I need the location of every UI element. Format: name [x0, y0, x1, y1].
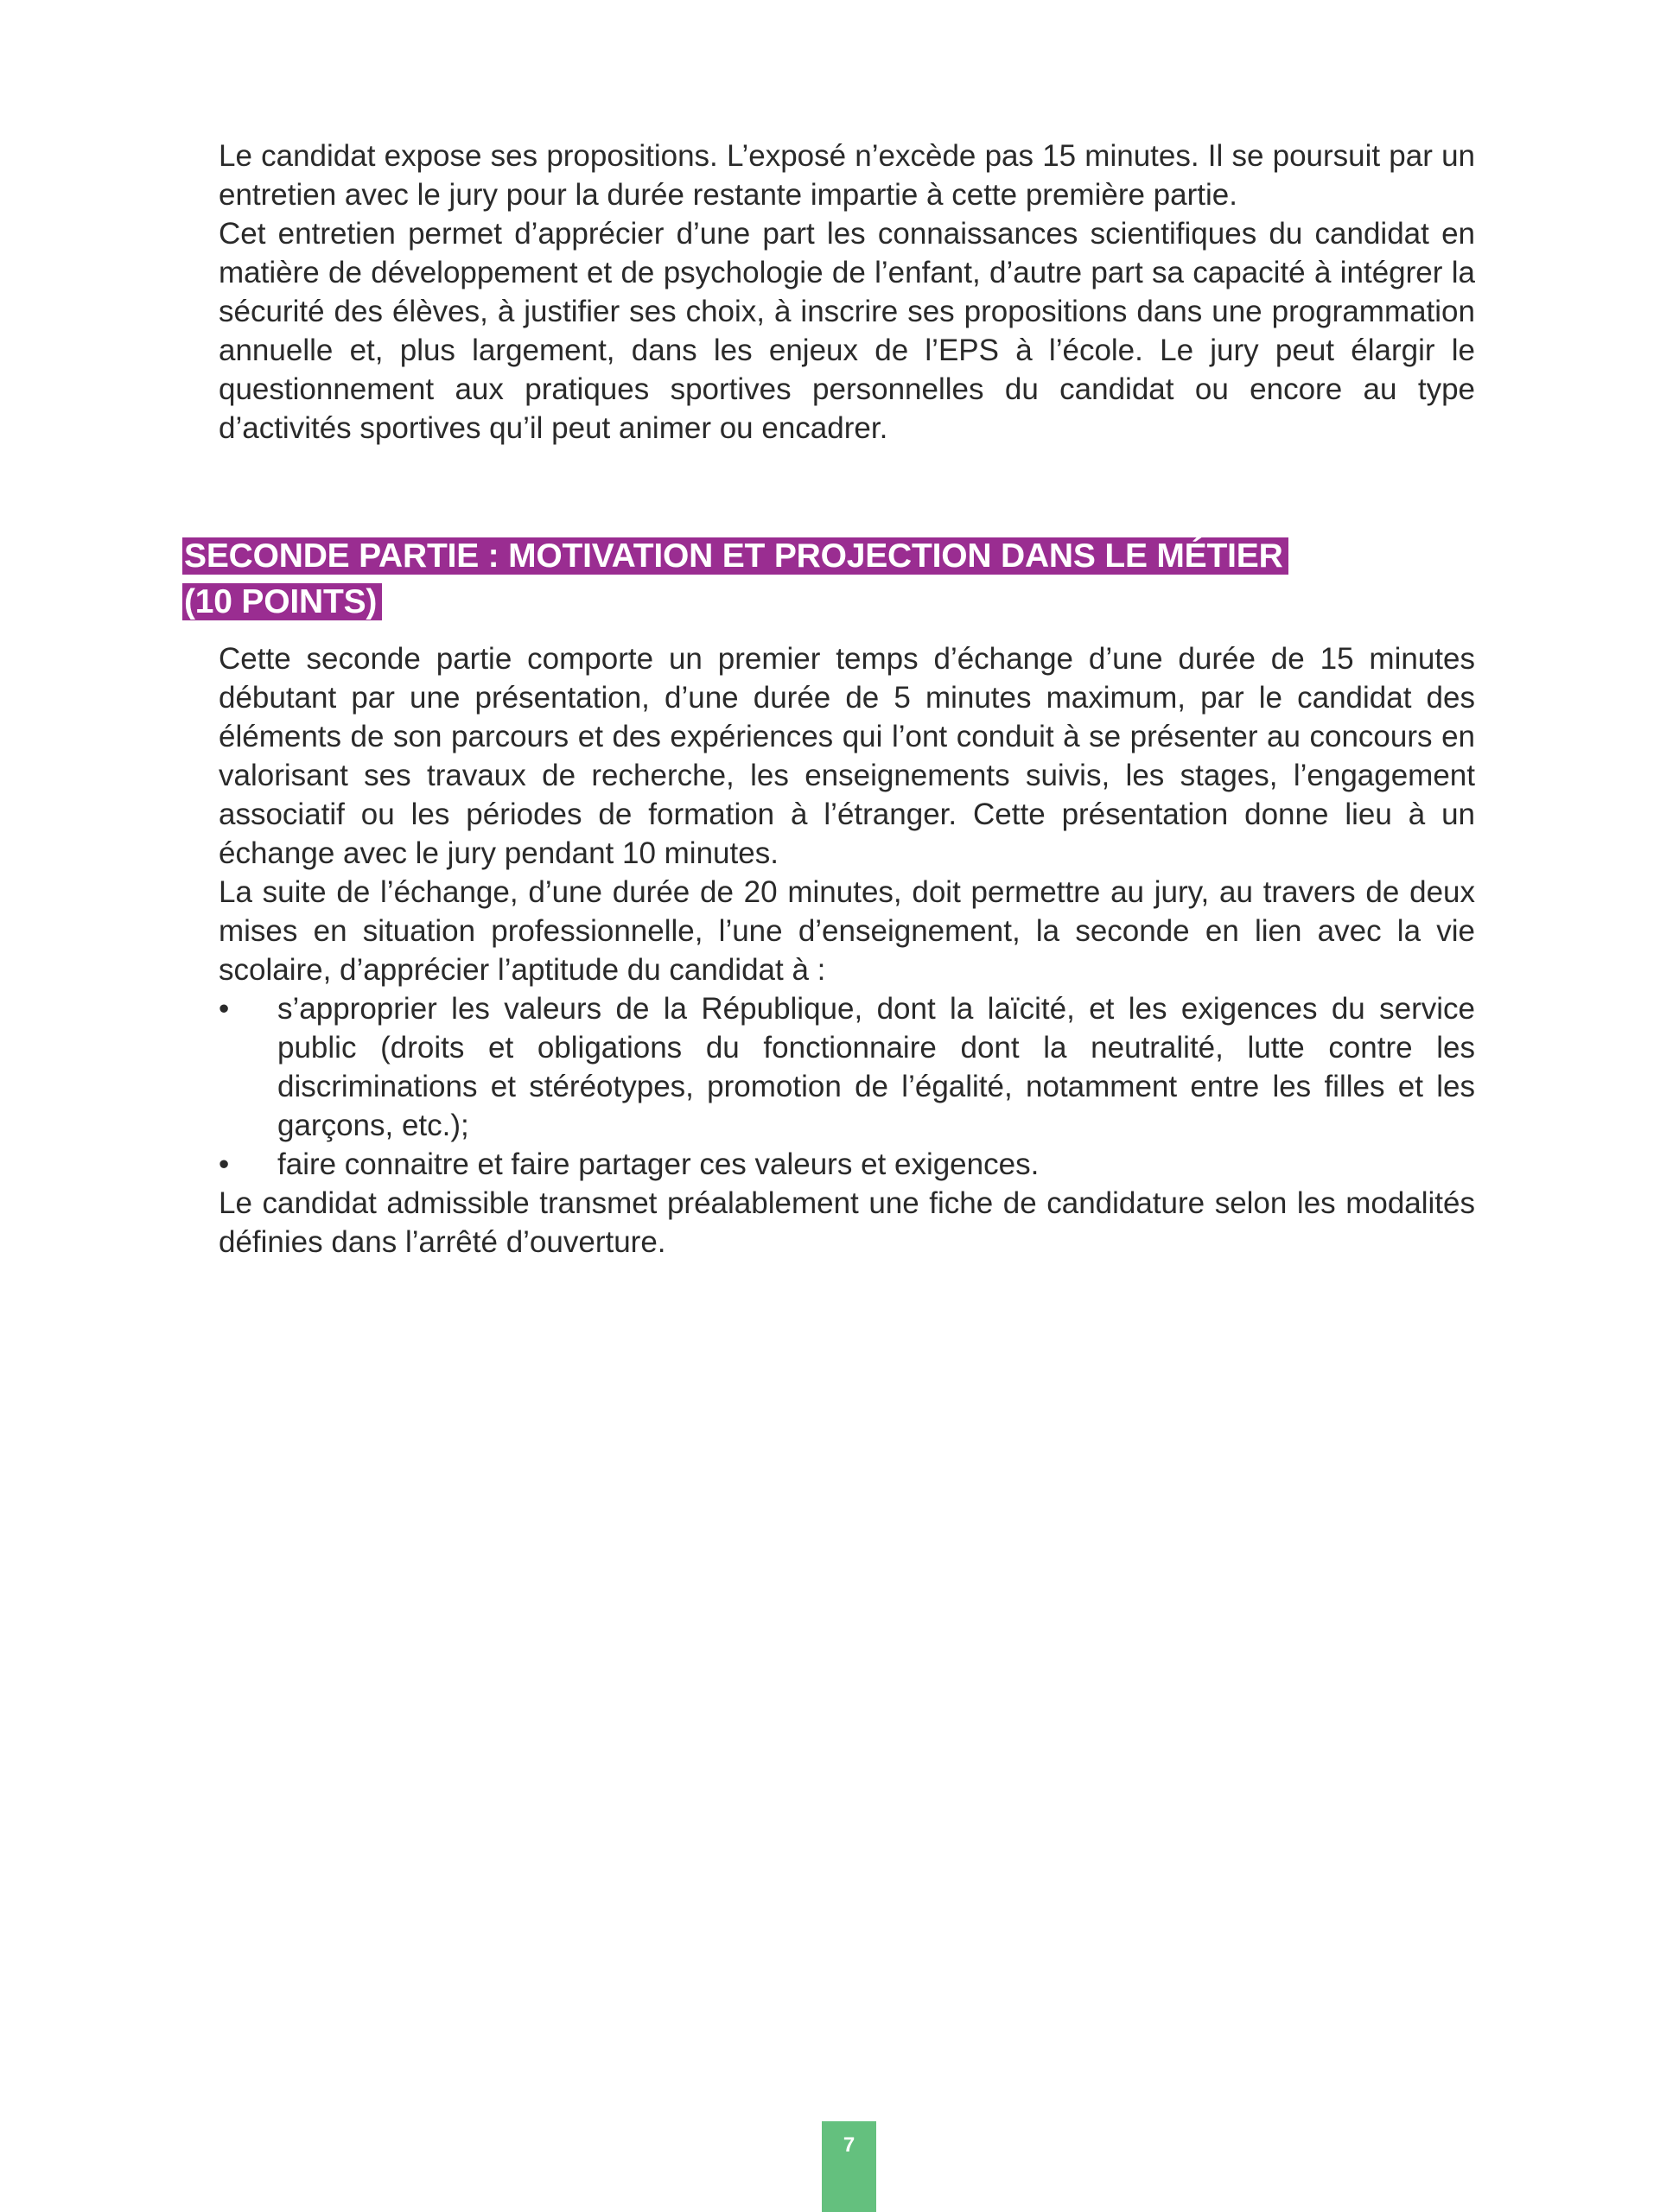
section-heading-line-1: SECONDE PARTIE : MOTIVATION ET PROJECTION DANS LE MÉTIER	[182, 537, 1288, 575]
section-heading	[182, 533, 1479, 625]
bullet-icon: •	[219, 1147, 230, 1181]
list-item	[219, 989, 1475, 1145]
page-number: 7	[843, 2133, 855, 2157]
list-item-text: s’approprier les valeurs de la République, dont la laïcité, et les exigences du service public (droits et obligations du fonctionnaire dont la neutralité, lutte contre les discriminations et stéréotypes, promotion de l’égalité, notamment entre les filles et les garçons, etc.);	[277, 992, 1475, 1142]
page-number-tab	[822, 2121, 876, 2212]
section-heading-line-2: (10 POINTS)	[182, 583, 382, 620]
section-two-body	[219, 639, 1475, 1262]
paragraph-expose: Le candidat expose ses propositions. L’exposé n’excède pas 15 minutes. Il se poursuit par un entretien avec le jury pour la durée restante impartie à cette première partie.	[219, 139, 1475, 212]
aptitude-list	[219, 989, 1475, 1184]
paragraph-premier-temps: Cette seconde partie comporte un premier temps d’échange d’une durée de 15 minutes débutant par une présentation, d’une durée de 5 minutes maximum, par le candidat des éléments de son parcours et des expériences qui l’ont conduit à se présenter au concours en valorisant ses travaux de recherche, les enseignements suivis, les stages, l’engagement associatif ou les périodes de formation à l’étranger. Cette présentation donne lieu à un échange avec le jury pendant 10 minutes.	[219, 642, 1475, 870]
list-item	[219, 1145, 1475, 1184]
bullet-icon: •	[219, 992, 230, 1026]
paragraph-entretien: Cet entretien permet d’apprécier d’une part les connaissances scientifiques du candidat en matière de développement et de psychologie de l’enfant, d’autre part sa capacité à intégrer la sécurité des élèves, à justifier ses choix, à inscrire ses propositions dans une programmation annuelle et, plus largement, dans les enjeux de l’EPS à l’école. Le jury peut élargir le questionnement aux pratiques sportives personnelles du candidat ou encore au type d’activités sportives qu’il peut animer ou encadrer.	[219, 217, 1475, 445]
section-one-body	[219, 137, 1475, 448]
list-item-text: faire connaitre et faire partager ces valeurs et exigences.	[277, 1147, 1040, 1181]
paragraph-fiche-candidature: Le candidat admissible transmet préalablement une fiche de candidature selon les modalités définies dans l’arrêté d’ouverture.	[219, 1186, 1475, 1259]
paragraph-suite-echange: La suite de l’échange, d’une durée de 20 minutes, doit permettre au jury, au travers de deux mises en situation professionnelle, l’une d’enseignement, la seconde en lien avec la vie scolaire, d’apprécier l’aptitude du candidat à :	[219, 875, 1475, 987]
